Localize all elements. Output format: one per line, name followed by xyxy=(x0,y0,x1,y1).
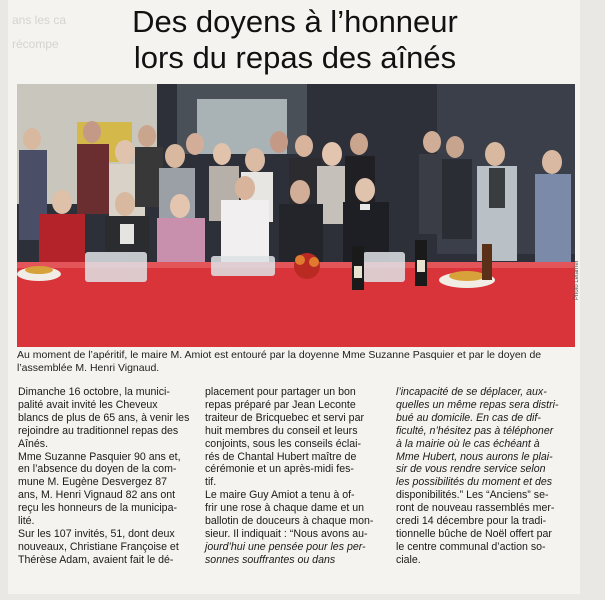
text-line: mune M. Eugène Desvergez 87 xyxy=(18,476,167,489)
text-line: sir de vous rendre service selon xyxy=(396,463,546,476)
text-line: Le maire Guy Amiot a tenu à of- xyxy=(205,489,355,502)
text-line: huit membres du conseil et leurs xyxy=(205,424,358,437)
text-line: repas préparé par Jean Leconte xyxy=(205,398,356,411)
text-line: reçu les honneurs de la municipa- xyxy=(18,502,177,515)
text-line: tionnelle bûche de Noël offert par xyxy=(396,527,552,540)
text-line: lité. xyxy=(18,515,35,528)
text-line: nouveaux, Christiane Françoise et xyxy=(18,540,179,553)
text-line: à la mairie où le cas échéant à xyxy=(396,437,540,450)
text-line: rejoindre au traditionnel repas des xyxy=(18,424,179,437)
group-photo xyxy=(17,84,575,347)
text-line: Mme Suzanne Pasquier 90 ans et, xyxy=(18,450,181,463)
text-line: ballotin de douceurs à chaque mon- xyxy=(205,515,374,528)
headline-line-1: Des doyens à l’honneur xyxy=(132,4,458,39)
text-line: tif. xyxy=(205,476,217,489)
text-line: placement pour partager un bon xyxy=(205,386,356,398)
text-line: l’incapacité de se déplacer, aux- xyxy=(396,386,547,398)
text-line: credi 14 décembre pour la tradi- xyxy=(396,515,547,528)
text-line: cérémonie et un après-midi fes- xyxy=(205,463,354,476)
photo-caption xyxy=(17,349,573,375)
caption-line: l’assemblée M. Henri Vignaud. xyxy=(17,362,160,374)
text-line: ficulté, n’hésitez pas à téléphoner xyxy=(396,424,554,437)
article-column-1 xyxy=(18,386,198,567)
headline-line-2: lors du repas des aînés xyxy=(133,40,457,75)
text-line: le centre communal d’action so- xyxy=(396,540,546,553)
text-line: bué au domicile. En cas de dif- xyxy=(396,411,541,424)
text-line: Sur les 107 invités, 51, dont deux xyxy=(18,527,175,540)
article-headline xyxy=(60,4,530,76)
text-line: sieur. Il indiquait : “Nous avons au- xyxy=(205,527,368,540)
bleed-through-text-left: ans les ca récompe xyxy=(12,13,67,51)
text-line: Thérèse Adam, avaient fait le dé- xyxy=(18,553,174,566)
text-line: ciale. xyxy=(396,553,421,566)
text-line: les possibilités du moment et des xyxy=(396,476,553,489)
text-line: conjoints, sous les conseils éclai- xyxy=(205,437,362,450)
article-column-2 xyxy=(205,386,390,567)
text-line: ans, M. Henri Vignaud 82 ans ont xyxy=(18,489,176,502)
text-line: Aînés. xyxy=(18,437,49,450)
photo-credit: Photo Letarrier xyxy=(574,260,580,300)
text-line: traiteur de Bricquebec et servi par xyxy=(205,411,364,424)
article-column-3 xyxy=(396,386,576,567)
text-line: ront de nouveau rassemblés mer- xyxy=(396,502,555,515)
text-line: rés de Chantal Hubert maître de xyxy=(205,450,357,463)
text-line: jourd’hui une pensée pour les per- xyxy=(205,540,366,553)
text-line: palité avait invité les Cheveux xyxy=(18,398,158,411)
text-line: quelles un même repas sera distri- xyxy=(396,398,559,411)
text-line: Mme Hubert, nous aurons le plai- xyxy=(396,450,553,463)
text-line: en l’absence du doyen de la com- xyxy=(18,463,177,476)
text-line: blancs de plus de 65 ans, à venir les xyxy=(18,411,190,424)
caption-line: Au moment de l’apéritif, le maire M. Amiot est entouré par la doyenne Mme Suzanne Pasquier et par le doyen de xyxy=(17,349,542,361)
text-line: frir une rose à chaque dame et un xyxy=(205,502,365,515)
text-line: Dimanche 16 octobre, la munici- xyxy=(18,386,170,398)
text-line: sonnes souffrantes ou dans xyxy=(205,553,336,566)
text-line: disponibilités.” Les “Anciens” se- xyxy=(396,489,549,502)
